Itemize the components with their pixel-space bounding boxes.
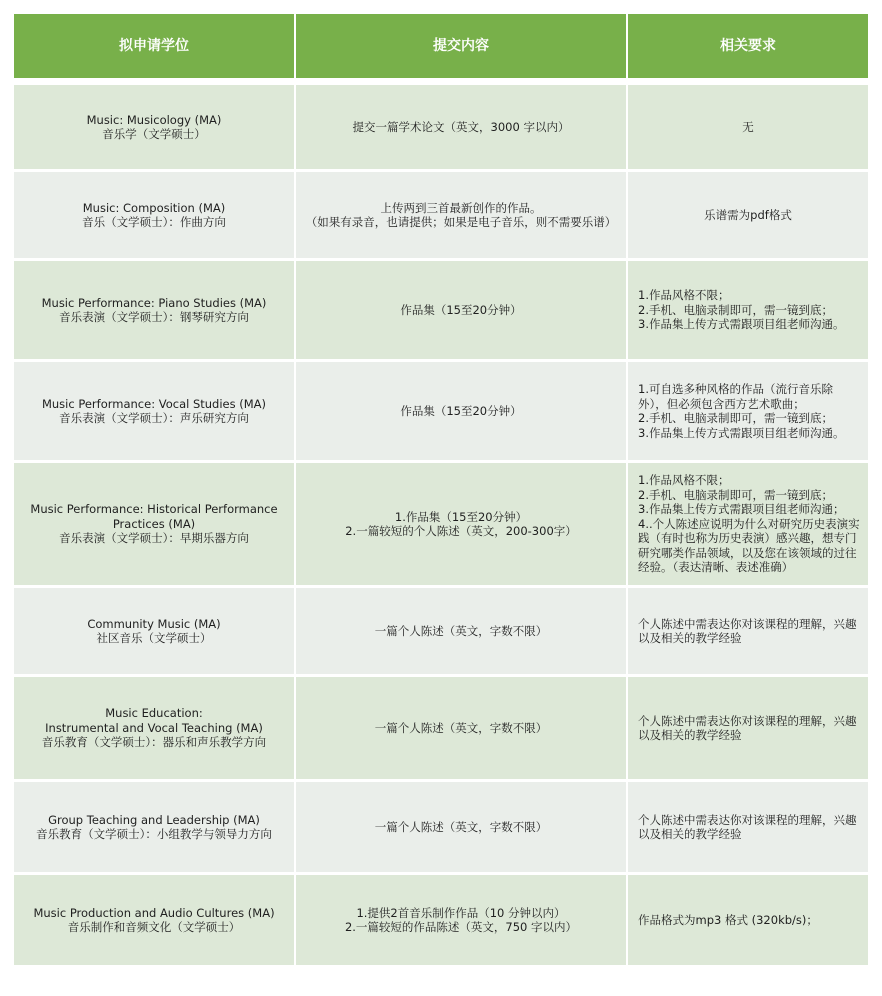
requirements-cell: 1.作品风格不限； 2.手机、电脑录制即可，需一镜到底； 3.作品集上传方式需跟项目组老师沟通。 — [628, 261, 868, 359]
degree-cell: Music Performance: Piano Studies (MA) 音乐表演（文学硕士）：钢琴研究方向 — [14, 261, 294, 359]
submission-cell: 作品集（15至20分钟） — [296, 261, 626, 359]
submission-cell: 提交一篇学术论文（英文，3000 字以内） — [296, 85, 626, 169]
degree-cell: Community Music (MA) 社区音乐（文学硕士） — [14, 588, 294, 674]
submission-cell: 一篇个人陈述（英文，字数不限） — [296, 782, 626, 872]
requirements-cell: 作品格式为mp3 格式 (320kb/s)； — [628, 875, 868, 965]
submission-cell: 作品集（15至20分钟） — [296, 362, 626, 460]
header-degree: 拟申请学位 — [14, 14, 294, 78]
degree-cell: Group Teaching and Leadership (MA) 音乐教育（文学硕士）：小组教学与领导力方向 — [14, 782, 294, 872]
degree-cell: Music Production and Audio Cultures (MA) 音乐制作和音频文化（文学硕士） — [14, 875, 294, 965]
header-submission: 提交内容 — [296, 14, 626, 78]
degree-cell: Music: Musicology (MA) 音乐学（文学硕士） — [14, 85, 294, 169]
requirements-cell: 个人陈述中需表达你对该课程的理解，兴趣以及相关的教学经验 — [628, 782, 868, 872]
degree-cell: Music Performance: Vocal Studies (MA) 音乐表演（文学硕士）：声乐研究方向 — [14, 362, 294, 460]
requirements-cell: 个人陈述中需表达你对该课程的理解，兴趣以及相关的教学经验 — [628, 588, 868, 674]
header-requirements: 相关要求 — [628, 14, 868, 78]
submission-cell: 1.作品集（15至20分钟） 2.一篇较短的个人陈述（英文，200-300字） — [296, 463, 626, 585]
degree-cell: Music Performance: Historical Performance Practices (MA) 音乐表演（文学硕士）：早期乐器方向 — [14, 463, 294, 585]
header-gap — [14, 81, 868, 82]
submission-cell: 1.提供2首音乐制作作品（10 分钟以内） 2.一篇较短的作品陈述（英文，750 字以内） — [296, 875, 626, 965]
requirements-cell: 1.作品风格不限； 2.手机、电脑录制即可，需一镜到底； 3.作品集上传方式需跟项目组老师沟通； 4..个人陈述应说明为什么对研究历史表演实践（有时也称为历史表演）感兴趣，想专门研究哪类作品领域，以及您在该领域的过往经验。（表达清晰、表述准确） — [628, 463, 868, 585]
degree-cell: Music Education: Instrumental and Vocal Teaching (MA) 音乐教育（文学硕士）：器乐和声乐教学方向 — [14, 677, 294, 779]
submission-cell: 上传两到三首最新创作的作品。 （如果有录音，也请提供；如果是电子音乐，则不需要乐谱） — [296, 172, 626, 258]
submission-cell: 一篇个人陈述（英文，字数不限） — [296, 588, 626, 674]
requirements-cell: 乐谱需为pdf格式 — [628, 172, 868, 258]
degree-cell: Music: Composition (MA) 音乐（文学硕士）：作曲方向 — [14, 172, 294, 258]
requirements-cell: 个人陈述中需表达你对该课程的理解，兴趣以及相关的教学经验 — [628, 677, 868, 779]
submission-cell: 一篇个人陈述（英文，字数不限） — [296, 677, 626, 779]
degree-requirements-table — [14, 14, 868, 965]
requirements-cell: 无 — [628, 85, 868, 169]
requirements-cell: 1.可自选多种风格的作品（流行音乐除外），但必须包含西方艺术歌曲； 2.手机、电脑录制即可，需一镜到底； 3.作品集上传方式需跟项目组老师沟通。 — [628, 362, 868, 460]
